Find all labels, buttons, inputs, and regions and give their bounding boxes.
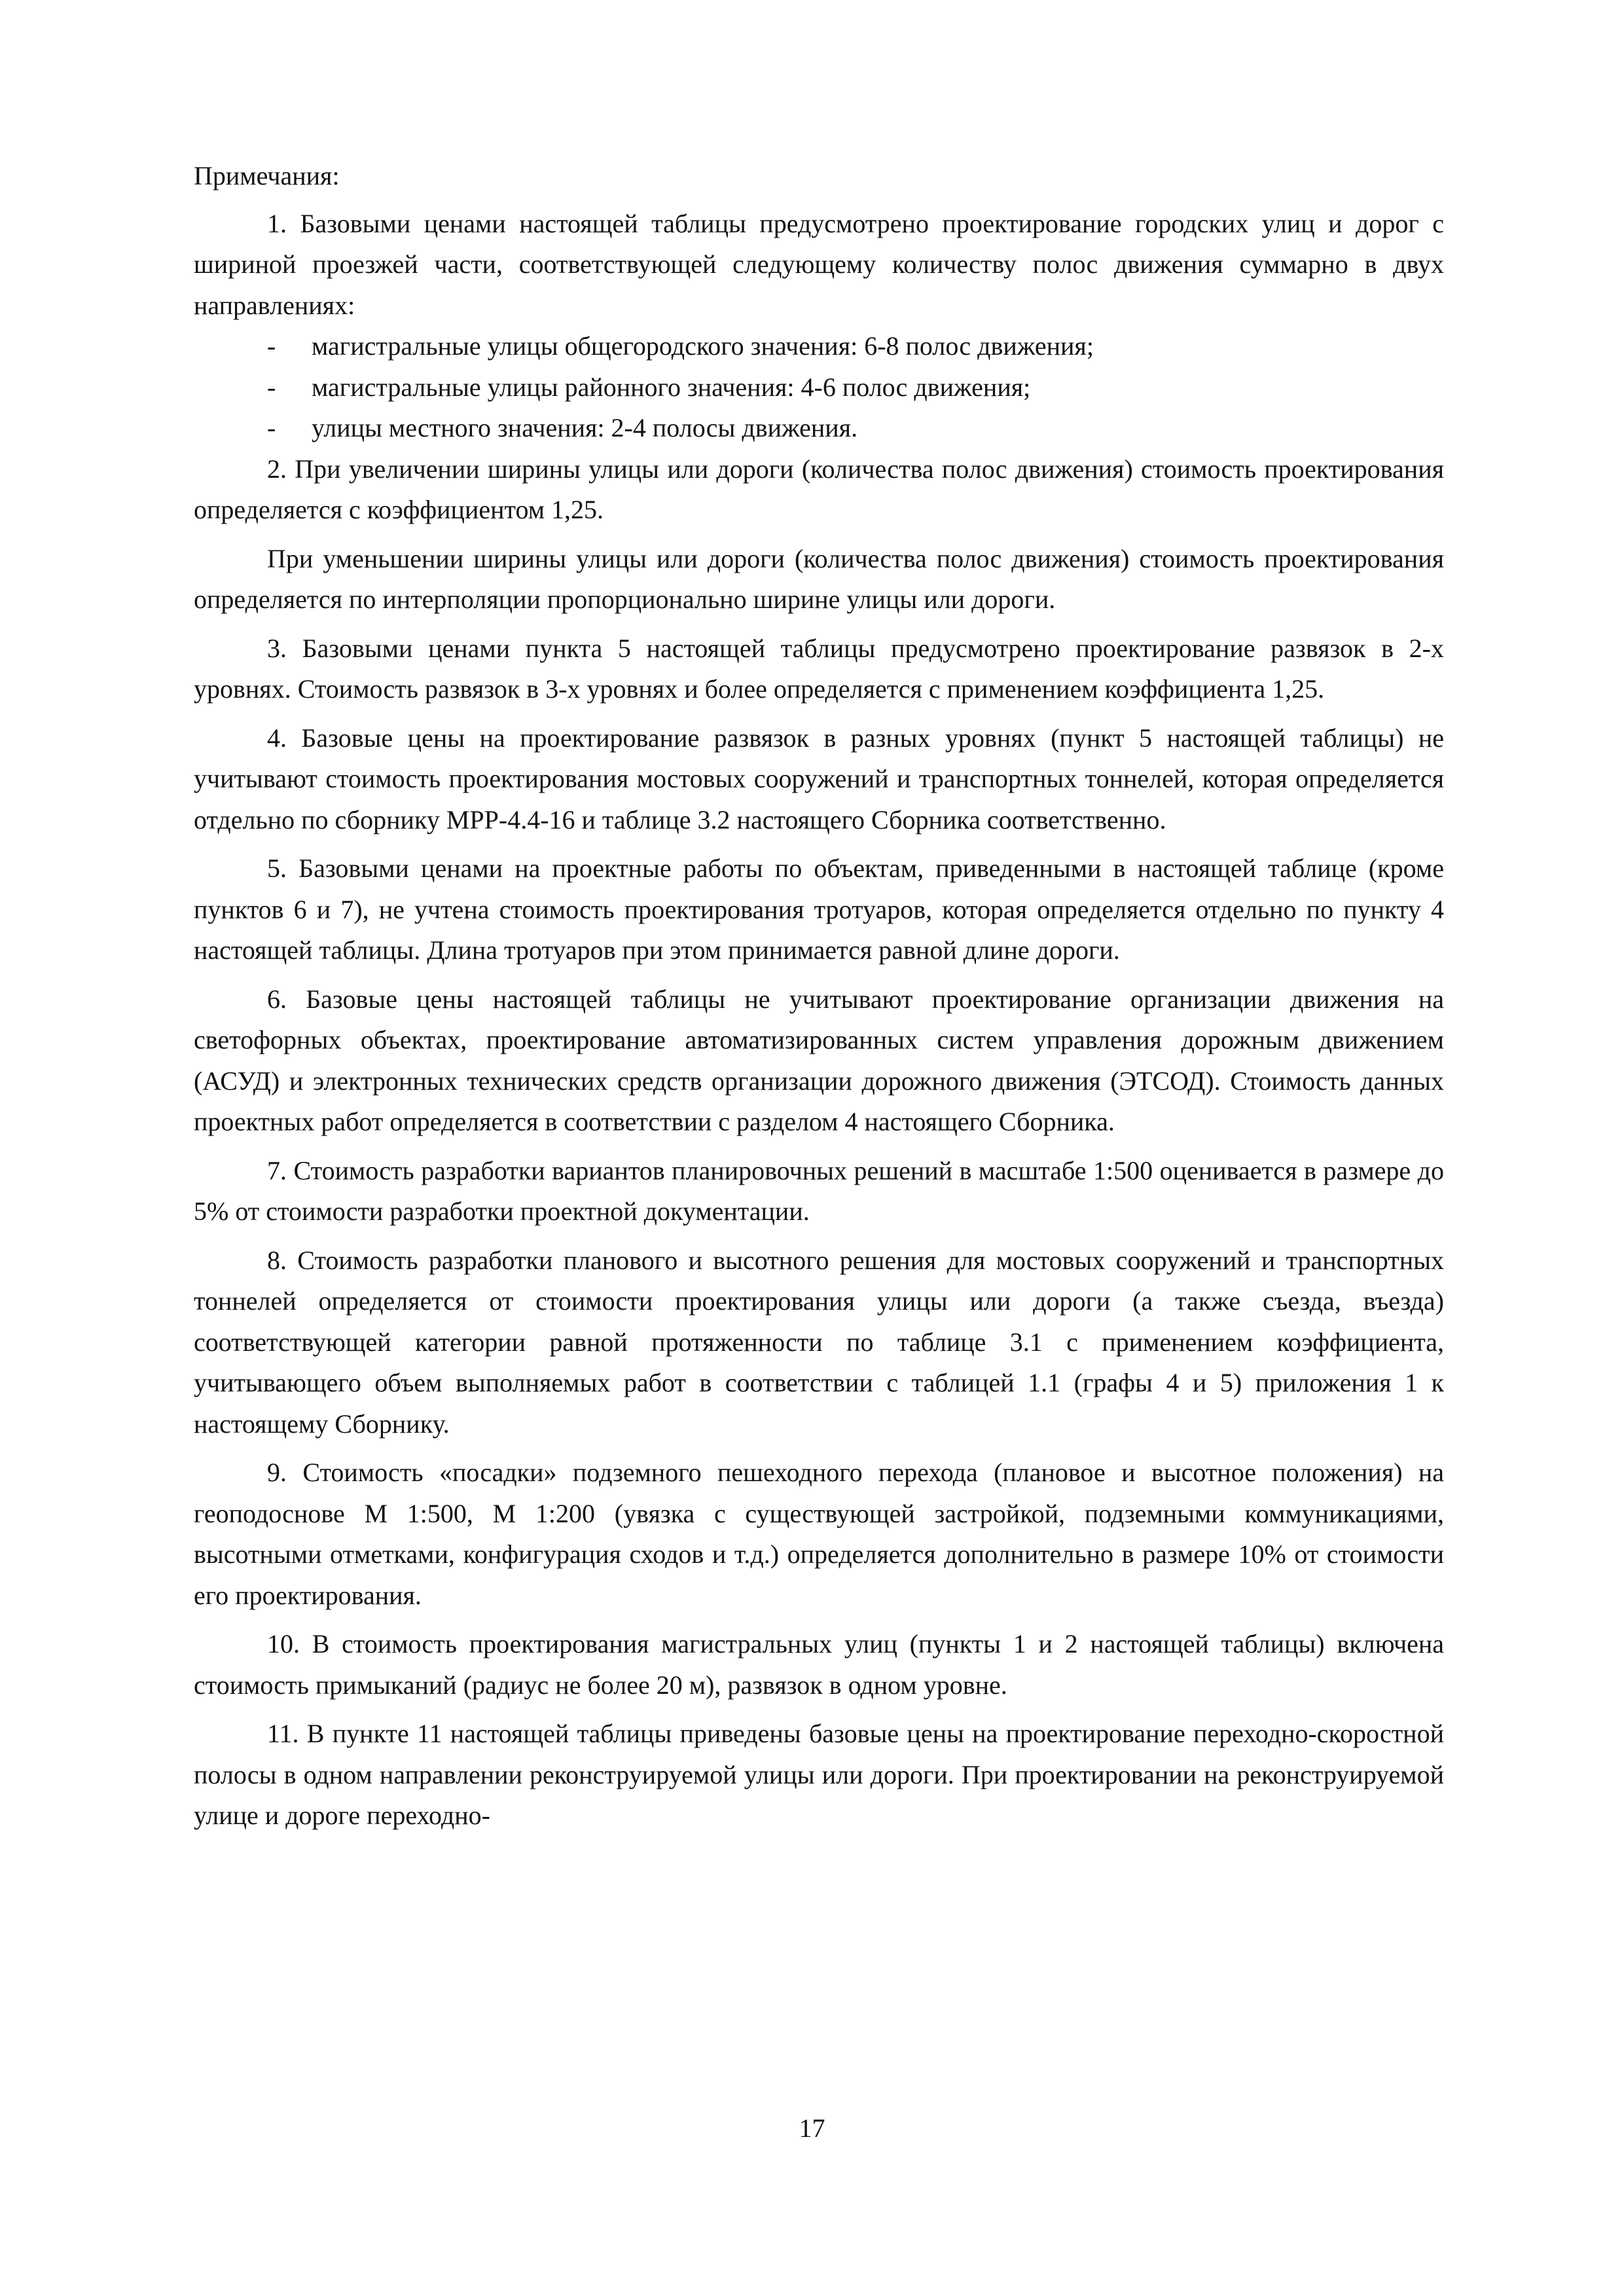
dash-bullet: - (267, 331, 276, 361)
list-item-text: магистральные улицы районного значения: 4-6 полос движения; (312, 372, 1031, 402)
list-item-text: магистральные улицы общегородского значения: 6-8 полос движения; (312, 331, 1094, 361)
note-4: 4. Базовые цены на проектирование развязок в разных уровнях (пункт 5 настоящей таблицы) не учитывают стоимость проектирования мостовых сооружений и транспортных тоннелей, которая определяется отдельно по сборнику МРР-4.4-16 и таблице 3.2 настоящего Сборника соответственно. (194, 723, 1444, 834)
note-7: 7. Стоимость разработки вариантов планировочных решений в масштабе 1:500 оценивается в размере до 5% от стоимости разработки проектной документации. (194, 1155, 1444, 1226)
list-item-text: улицы местного значения: 2-4 полосы движения. (312, 413, 858, 442)
note-10: 10. В стоимость проектирования магистральных улиц (пункты 1 и 2 настоящей таблицы) включена стоимость примыканий (радиус не более 20 м), развязок в одном уровне. (194, 1629, 1444, 1700)
dash-bullet: - (267, 413, 276, 442)
page-number: 17 (799, 2113, 825, 2143)
notes-heading: Примечания: (194, 161, 340, 190)
note-8: 8. Стоимость разработки планового и высотного решения для мостовых сооружений и транспортных тоннелей определяется от стоимости проектирования улицы или дороги (а также съезда, въезда) соответствующей категории равной протяженности по таблице 3.1 с применением коэффициента, учитывающего объем выполняемых работ в соответствии с таблицей 1.1 (графы 4 и 5) приложения 1 к настоящему Сборнику. (194, 1245, 1444, 1439)
note-6: 6. Базовые цены настоящей таблицы не учитывают проектирование организации движения на светофорных объектах, проектирование автоматизированных систем управления дорожным движением (АСУД) и электронных технических средств организации дорожного движения (ЭТСОД). Стоимость данных проектных работ определяется в соответствии с разделом 4 настоящего Сборника. (194, 984, 1444, 1136)
note-11: 11. В пункте 11 настоящей таблицы приведены базовые цены на проектирование переходно-скоростной полосы в одном направлении реконструируемой улицы или дороги. При проектировании на реконструируемой улице и дороге переходно- (194, 1719, 1444, 1830)
note-2-continuation: При уменьшении ширины улицы или дороги (количества полос движения) стоимость проектирования определяется по интерполяции пропорционально ширине улицы или дороги. (194, 543, 1444, 614)
note-9: 9. Стоимость «посадки» подземного пешеходного перехода (плановое и высотное положения) на геоподоснове М 1:500, М 1:200 (увязка с существующей застройкой, подземными коммуникациями, высотными отметками, конфигурация сходов и т.д.) определяется дополнительно в размере 10% от стоимости его проектирования. (194, 1458, 1444, 1610)
list-item (194, 408, 1444, 449)
list-item (194, 367, 1444, 408)
note-2: 2. При увеличении ширины улицы или дороги (количества полос движения) стоимость проектирования определяется с коэффициентом 1,25. (194, 454, 1444, 524)
list-item (194, 326, 1444, 367)
note-5: 5. Базовыми ценами на проектные работы по объектам, приведенными в настоящей таблице (кроме пунктов 6 и 7), не учтена стоимость проектирования тротуаров, которая определяется отдельно по пункту 4 настоящей таблицы. Длина тротуаров при этом принимается равной длине дороги. (194, 853, 1444, 965)
document-page (194, 156, 1444, 1844)
note-1: 1. Базовыми ценами настоящей таблицы предусмотрено проектирование городских улиц и дорог с шириной проезжей части, соответствующей следующему количеству полос движения суммарно в двух направлениях: (194, 208, 1444, 320)
note-3: 3. Базовыми ценами пункта 5 настоящей таблицы предусмотрено проектирование развязок в 2-х уровнях. Стоимость развязок в 3-х уровнях и более определяется с применением коэффициента 1,25. (194, 633, 1444, 704)
note-1-list (194, 326, 1444, 449)
dash-bullet: - (267, 372, 276, 402)
